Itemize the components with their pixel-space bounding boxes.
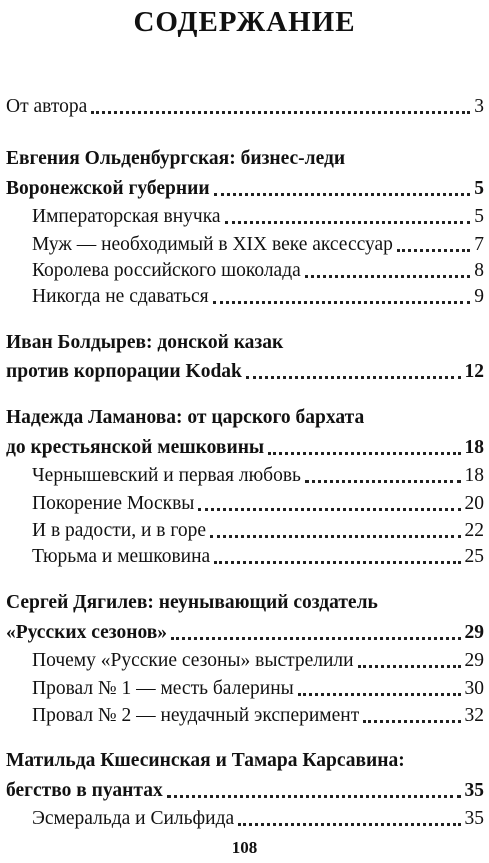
toc-section-heading: Иван Болдырев: донской казак <box>6 332 284 353</box>
toc-subentry[interactable] <box>32 800 484 830</box>
toc-page-number: 35 <box>464 808 484 829</box>
toc-subentry-label: И в радости, и в горе <box>32 520 207 541</box>
toc-subentry-label: Чернышевский и первая любовь <box>32 465 301 486</box>
toc-section-heading: Матильда Кшесинская и Тамара Карсавина: <box>6 750 405 771</box>
toc-page-number: 29 <box>464 650 484 671</box>
toc-section-heading: Надежда Ламанова: от царского бархата <box>6 407 365 428</box>
toc-section-label: Воронежской губернии <box>6 178 210 199</box>
toc-page-number: 18 <box>464 437 484 458</box>
toc-subentry-label: Почему «Русские сезоны» выстрелили <box>32 650 354 671</box>
toc-subentry[interactable] <box>32 642 484 672</box>
toc-section-entry[interactable] <box>6 614 484 644</box>
dot-leader <box>305 479 461 483</box>
dot-leader <box>358 664 461 668</box>
toc-section-label: против корпорации Kodak <box>6 361 242 382</box>
toc-section-heading: Евгения Ольденбургская: бизнес-леди <box>6 148 346 169</box>
toc-section-label: «Русских сезонов» <box>6 622 168 643</box>
toc-subentry[interactable] <box>32 278 484 308</box>
toc-entry-author[interactable] <box>6 88 484 118</box>
toc-subentry-label: Эсмеральда и Сильфида <box>32 808 235 829</box>
toc-page-number: 7 <box>474 234 484 255</box>
toc-page-number: 8 <box>474 260 484 281</box>
dot-leader <box>213 300 471 304</box>
toc-subentry-label: Покорение Москвы <box>32 493 195 514</box>
toc-subentry-label: Муж — необходимый в XIX веке аксессуар <box>32 234 393 255</box>
toc-subentry[interactable] <box>32 538 484 568</box>
toc-section-entry[interactable] <box>6 170 484 200</box>
toc-page-number: 9 <box>474 286 484 307</box>
toc-page-number: 29 <box>464 622 484 643</box>
toc-subentry[interactable] <box>32 670 484 700</box>
toc-page-number: 5 <box>474 178 484 199</box>
dot-leader <box>246 375 461 379</box>
toc-subentry[interactable] <box>32 485 484 515</box>
toc-subentry-label: Никогда не сдаваться <box>32 286 209 307</box>
toc-section-entry[interactable] <box>6 772 484 802</box>
dot-leader <box>363 719 460 723</box>
toc-section-label: бегство в пуантах <box>6 780 163 801</box>
dot-leader <box>198 507 460 511</box>
toc-page-number: 5 <box>474 206 484 227</box>
toc-section-entry[interactable] <box>6 353 484 383</box>
toc-page-number: 12 <box>464 361 484 382</box>
toc-entry-label: От автора <box>6 96 88 117</box>
toc-subentry-label: Королева российского шоколада <box>32 260 301 281</box>
toc-section-heading: Сергей Дягилев: неунывающий создатель <box>6 592 378 613</box>
toc-page-number: 32 <box>464 705 484 726</box>
dot-leader <box>171 636 460 640</box>
toc-page-number: 18 <box>464 465 484 486</box>
toc-section-label: до крестьянской мешковины <box>6 437 265 458</box>
toc-subentry[interactable] <box>32 697 484 727</box>
dot-leader <box>214 560 460 564</box>
toc-page-number: 20 <box>464 493 484 514</box>
toc-subentry[interactable] <box>32 457 484 487</box>
toc-subentry-label: Провал № 2 — неудачный эксперимент <box>32 705 360 726</box>
page-number: 108 <box>231 838 258 857</box>
dot-leader <box>225 220 471 224</box>
toc-section-entry[interactable] <box>6 429 484 459</box>
toc-page-number: 3 <box>474 96 484 117</box>
toc-page-number: 22 <box>464 520 484 541</box>
toc-page-number: 30 <box>464 678 484 699</box>
toc-page-number: 35 <box>464 780 484 801</box>
toc-subentry[interactable] <box>32 198 484 228</box>
toc-subentry-label: Тюрьма и мешковина <box>32 546 211 567</box>
toc-subentry-label: Провал № 1 — месть балерины <box>32 678 294 699</box>
toc-page-number: 25 <box>464 546 484 567</box>
dot-leader <box>298 692 461 696</box>
dot-leader <box>91 110 470 114</box>
dot-leader <box>167 794 461 798</box>
dot-leader <box>238 822 460 826</box>
page-title: СОДЕРЖАНИЕ <box>133 6 356 38</box>
dot-leader <box>214 192 471 196</box>
dot-leader <box>268 451 460 455</box>
toc-subentry-label: Императорская внучка <box>32 206 221 227</box>
